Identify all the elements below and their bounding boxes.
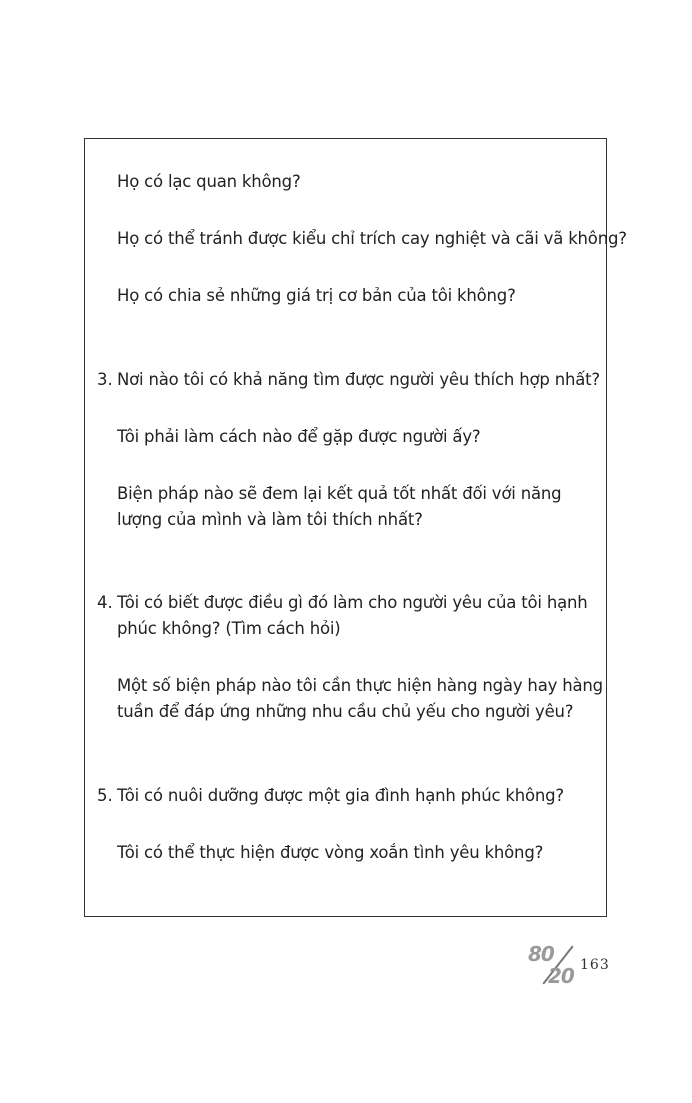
question-line: Họ có thể tránh được kiểu chỉ trích cay nghiệt và cãi vã không?	[117, 229, 627, 248]
item-subquestion: Biện pháp nào sẽ đem lại kết quả tốt nhất đối với năng	[117, 484, 562, 503]
question-line: Họ có lạc quan không?	[117, 172, 301, 191]
item-subquestion: Tôi có thể thực hiện được vòng xoắn tình yêu không?	[117, 843, 544, 862]
page-number: 163	[580, 957, 610, 973]
item-subquestion: Một số biện pháp nào tôi cần thực hiện hàng ngày hay hàng	[117, 676, 603, 695]
item-title: Tôi có biết được điều gì đó làm cho người yêu của tôi hạnh	[117, 593, 588, 612]
item-number: 4.	[97, 593, 113, 612]
item-subquestion: lượng của mình và làm tôi thích nhất?	[117, 510, 423, 529]
item-title: Tôi có nuôi dưỡng được một gia đình hạnh phúc không?	[117, 786, 564, 805]
item-title: phúc không? (Tìm cách hỏi)	[117, 619, 341, 638]
logo-top-number: 80	[528, 942, 554, 966]
logo-bottom-number: 20	[548, 964, 574, 988]
item-number: 3.	[97, 370, 113, 389]
item-subquestion: tuần để đáp ứng những nhu cầu chủ yếu cho người yêu?	[117, 702, 574, 721]
item-title: Nơi nào tôi có khả năng tìm được người yêu thích hợp nhất?	[117, 370, 600, 389]
book-logo	[526, 942, 578, 990]
item-subquestion: Tôi phải làm cách nào để gặp được người ấy?	[117, 427, 481, 446]
item-number: 5.	[97, 786, 113, 805]
question-line: Họ có chia sẻ những giá trị cơ bản của tôi không?	[117, 286, 516, 305]
